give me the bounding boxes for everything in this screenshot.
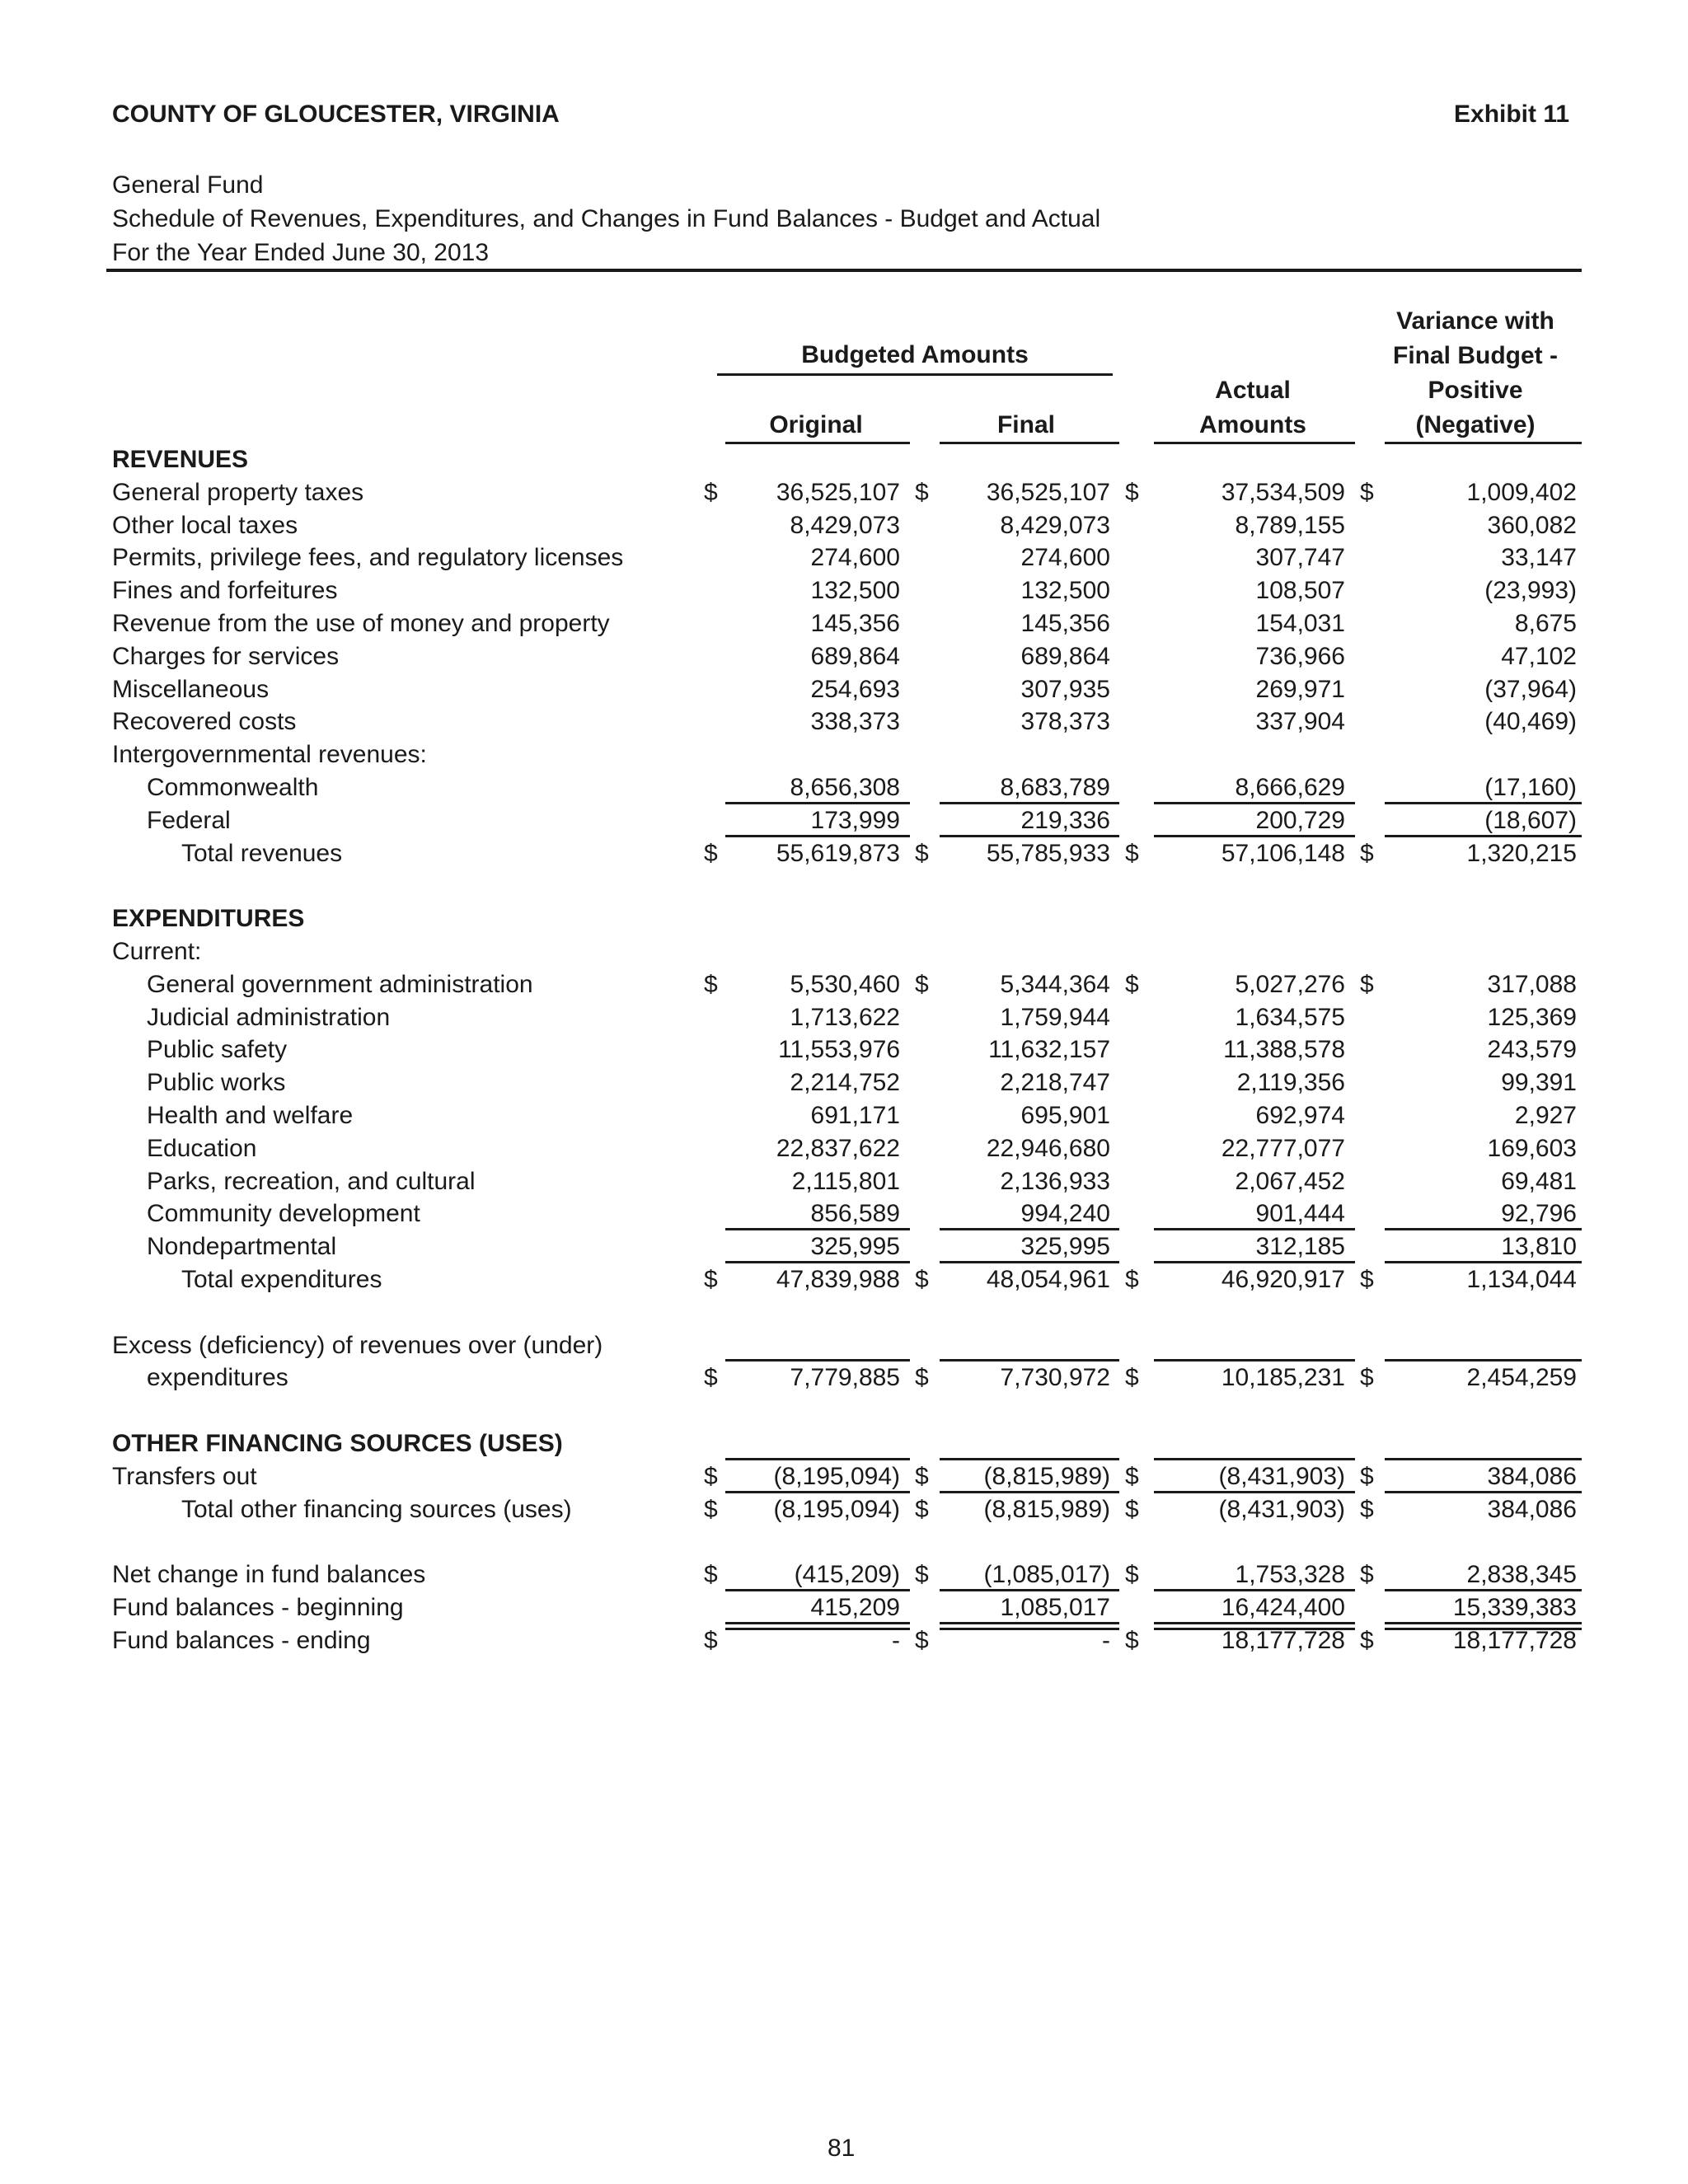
value-cell: 8,675 [1514, 610, 1577, 637]
value-cell: (8,815,989) [983, 1495, 1110, 1523]
value-cell: 16,424,400 [1221, 1594, 1345, 1621]
row-label: Fund balances - ending [112, 1626, 371, 1654]
currency-symbol: $ [1125, 478, 1139, 506]
value-cell: 55,619,873 [776, 839, 900, 867]
value-cell: 337,904 [1255, 708, 1345, 736]
value-cell: 108,507 [1255, 577, 1345, 605]
value-cell: 18,177,728 [1221, 1626, 1345, 1654]
table-row [0, 837, 1688, 870]
actual-header-line2: Amounts [1199, 411, 1306, 438]
table-row [0, 1001, 1688, 1034]
row-label: Fines and forfeitures [112, 577, 338, 605]
value-cell: 2,115,801 [791, 1167, 900, 1195]
row-label: Parks, recreation, and cultural [147, 1167, 476, 1195]
value-cell: 5,027,276 [1235, 970, 1345, 998]
currency-symbol: $ [1125, 1561, 1139, 1589]
value-cell: 8,666,629 [1235, 774, 1345, 801]
currency-symbol: $ [915, 1462, 929, 1490]
section-heading: EXPENDITURES [112, 905, 305, 933]
value-cell: 994,240 [1020, 1200, 1110, 1228]
value-cell: 22,837,622 [776, 1134, 900, 1162]
table-row [0, 607, 1688, 640]
value-cell: 145,356 [810, 610, 900, 637]
value-cell: 15,339,383 [1452, 1594, 1577, 1621]
table-row [0, 1591, 1688, 1624]
table-row [0, 673, 1688, 706]
value-cell: 254,693 [810, 675, 900, 703]
value-cell: 37,534,509 [1221, 478, 1345, 506]
section-heading-row [0, 443, 1688, 476]
value-cell: 325,995 [810, 1233, 900, 1261]
currency-symbol: $ [704, 1266, 718, 1293]
final-column-header: Final [996, 411, 1055, 438]
table-row [0, 1230, 1688, 1263]
statement-title: Schedule of Revenues, Expenditures, and Changes in Fund Balances - Budget and Actual [112, 205, 1101, 232]
value-cell: 274,600 [810, 544, 900, 572]
value-cell: (8,815,989) [983, 1462, 1110, 1490]
value-cell: 1,759,944 [1000, 1003, 1110, 1031]
value-cell: 8,429,073 [1000, 511, 1110, 539]
value-cell: 378,373 [1020, 708, 1110, 736]
value-cell: 1,134,044 [1466, 1266, 1577, 1293]
value-cell: 200,729 [1255, 806, 1345, 834]
row-label: expenditures [147, 1364, 288, 1392]
currency-symbol: $ [704, 1626, 718, 1654]
currency-symbol: $ [1360, 1462, 1374, 1490]
currency-symbol: $ [1360, 839, 1374, 867]
value-cell: 55,785,933 [986, 839, 1110, 867]
statement-period: For the Year Ended June 30, 2013 [112, 239, 490, 266]
value-cell: 92,796 [1501, 1200, 1577, 1228]
value-cell: (8,431,903) [1218, 1495, 1345, 1523]
value-cell: 99,391 [1501, 1069, 1577, 1097]
row-label: Charges for services [112, 642, 340, 670]
row-label: General property taxes [112, 478, 364, 506]
value-cell: 36,525,107 [986, 478, 1110, 506]
table-row [0, 1132, 1688, 1165]
value-cell: 1,753,328 [1235, 1561, 1345, 1589]
row-label: Current: [112, 938, 202, 965]
currency-symbol: $ [1125, 1495, 1139, 1523]
table-row [0, 1329, 1688, 1362]
currency-symbol: $ [1360, 1495, 1374, 1523]
value-cell: 69,481 [1501, 1167, 1577, 1195]
value-cell: 132,500 [1020, 577, 1110, 605]
value-cell: (1,085,017) [983, 1561, 1110, 1589]
row-label: Commonwealth [147, 774, 319, 801]
value-cell: (8,195,094) [773, 1495, 900, 1523]
page-number: 81 [828, 2135, 856, 2162]
value-cell: 154,031 [1255, 610, 1345, 637]
value-cell: (37,964) [1484, 675, 1577, 703]
variance-header-line3: Positive [1428, 377, 1523, 404]
currency-symbol: $ [915, 1495, 929, 1523]
value-cell: 901,444 [1255, 1200, 1345, 1228]
table-row [0, 1099, 1688, 1132]
row-label: Total revenues [181, 839, 343, 867]
row-label: Miscellaneous [112, 675, 270, 703]
table-row [0, 1066, 1688, 1099]
value-cell: 8,683,789 [1000, 774, 1110, 801]
value-cell: 325,995 [1020, 1233, 1110, 1261]
value-cell: 22,777,077 [1221, 1134, 1345, 1162]
value-cell: 2,214,752 [790, 1069, 900, 1097]
currency-symbol: $ [704, 970, 718, 998]
value-cell: 384,086 [1487, 1495, 1577, 1523]
currency-symbol: $ [704, 839, 718, 867]
spacer-row [0, 1296, 1688, 1329]
table-row [0, 1493, 1688, 1526]
currency-symbol: $ [915, 478, 929, 506]
entity-title: COUNTY OF GLOUCESTER, VIRGINIA [112, 101, 560, 128]
row-label: Total expenditures [181, 1266, 382, 1293]
value-cell: 7,779,885 [790, 1364, 900, 1392]
row-label: Fund balances - beginning [112, 1594, 404, 1621]
spacer-row [0, 1394, 1688, 1427]
table-row [0, 771, 1688, 804]
currency-symbol: $ [915, 970, 929, 998]
value-cell: 2,454,259 [1466, 1364, 1577, 1392]
value-cell: 2,218,747 [1000, 1069, 1110, 1097]
value-cell: (17,160) [1484, 774, 1577, 801]
table-row [0, 574, 1688, 607]
table-row [0, 738, 1688, 771]
value-cell: 269,971 [1255, 675, 1345, 703]
value-cell: 689,864 [1020, 642, 1110, 670]
value-cell: 10,185,231 [1221, 1364, 1345, 1392]
variance-header-line4: (Negative) [1415, 411, 1536, 438]
section-heading: REVENUES [112, 446, 249, 473]
currency-symbol: $ [1360, 1561, 1374, 1589]
value-cell: 317,088 [1487, 970, 1577, 998]
value-cell: 11,553,976 [778, 1036, 900, 1064]
row-label: Community development [147, 1200, 420, 1228]
value-cell: 173,999 [810, 806, 900, 834]
value-cell: (18,607) [1484, 806, 1577, 834]
exhibit-label: Exhibit 11 [1454, 101, 1570, 128]
currency-symbol: $ [915, 1561, 929, 1589]
currency-symbol: $ [704, 1364, 718, 1392]
section-heading-row [0, 1427, 1688, 1460]
row-label: Education [147, 1134, 257, 1162]
variance-header-line1: Variance with [1396, 307, 1554, 335]
currency-symbol: $ [1360, 478, 1374, 506]
currency-symbol: $ [1125, 1626, 1139, 1654]
value-cell: 689,864 [810, 642, 900, 670]
row-label: General government administration [147, 970, 533, 998]
value-cell: 695,901 [1020, 1102, 1110, 1129]
value-cell: 8,656,308 [790, 774, 900, 801]
value-cell: (23,993) [1484, 577, 1577, 605]
value-cell: 2,119,356 [1236, 1069, 1345, 1097]
original-column-header: Original [769, 411, 863, 438]
value-cell: 5,530,460 [790, 970, 900, 998]
value-cell: 46,920,917 [1221, 1266, 1345, 1293]
section-heading-row [0, 902, 1688, 935]
value-cell: 8,429,073 [790, 511, 900, 539]
value-cell: 415,209 [810, 1594, 900, 1621]
row-label: Transfers out [112, 1462, 257, 1490]
currency-symbol: $ [915, 1364, 929, 1392]
currency-symbol: $ [704, 478, 718, 506]
currency-symbol: $ [1125, 839, 1139, 867]
fund-name: General Fund [112, 171, 264, 199]
currency-symbol: $ [915, 839, 929, 867]
table-row [0, 968, 1688, 1001]
value-cell: 736,966 [1255, 642, 1345, 670]
variance-header-line2: Final Budget - [1393, 342, 1558, 369]
table-row [0, 509, 1688, 542]
value-cell: (40,469) [1484, 708, 1577, 736]
currency-symbol: $ [1125, 1266, 1139, 1293]
value-cell: (8,195,094) [773, 1462, 900, 1490]
row-label: Net change in fund balances [112, 1561, 426, 1589]
value-cell: 307,747 [1255, 544, 1345, 572]
value-cell: 169,603 [1487, 1134, 1577, 1162]
currency-symbol: $ [1125, 1462, 1139, 1490]
value-cell: 47,102 [1501, 642, 1577, 670]
table-row [0, 541, 1688, 574]
currency-symbol: $ [704, 1561, 718, 1589]
row-label: Federal [147, 806, 231, 834]
value-cell: 48,054,961 [986, 1266, 1110, 1293]
table-row [0, 935, 1688, 968]
row-label: Intergovernmental revenues: [112, 741, 427, 769]
value-cell: 384,086 [1487, 1462, 1577, 1490]
row-label: Recovered costs [112, 708, 297, 736]
value-cell: 243,579 [1487, 1036, 1577, 1064]
value-cell: 2,136,933 [1000, 1167, 1110, 1195]
value-cell: 219,336 [1020, 806, 1110, 834]
value-cell: 2,838,345 [1466, 1561, 1577, 1589]
row-label: Nondepartmental [147, 1233, 337, 1261]
value-cell: 11,632,157 [988, 1036, 1110, 1064]
value-cell: 57,106,148 [1221, 839, 1345, 867]
value-cell: 145,356 [1020, 610, 1110, 637]
value-cell: 18,177,728 [1452, 1626, 1577, 1654]
value-cell: - [1102, 1626, 1110, 1654]
value-cell: 132,500 [810, 577, 900, 605]
table-row [0, 804, 1688, 837]
value-cell: - [892, 1626, 900, 1654]
value-cell: 125,369 [1487, 1003, 1577, 1031]
row-label: Health and welfare [147, 1102, 354, 1129]
value-cell: 360,082 [1487, 511, 1577, 539]
value-cell: 307,935 [1020, 675, 1110, 703]
currency-symbol: $ [704, 1495, 718, 1523]
value-cell: 33,147 [1501, 544, 1577, 572]
table-row [0, 1197, 1688, 1230]
spacer-row [0, 1526, 1688, 1558]
value-cell: (415,209) [794, 1561, 900, 1589]
currency-symbol: $ [1125, 1364, 1139, 1392]
value-cell: 1,634,575 [1235, 1003, 1345, 1031]
table-row [0, 640, 1688, 673]
currency-symbol: $ [704, 1462, 718, 1490]
section-heading: OTHER FINANCING SOURCES (USES) [112, 1430, 563, 1457]
currency-symbol: $ [1360, 970, 1374, 998]
table-row [0, 1263, 1688, 1296]
currency-symbol: $ [915, 1266, 929, 1293]
currency-symbol: $ [1125, 970, 1139, 998]
table-row [0, 476, 1688, 509]
value-cell: 1,713,622 [790, 1003, 900, 1031]
budgeted-amounts-header: Budgeted Amounts [801, 341, 1029, 368]
header-rule [106, 269, 1582, 272]
currency-symbol: $ [1360, 1626, 1374, 1654]
row-label: Permits, privilege fees, and regulatory licenses [112, 544, 624, 572]
value-cell: 692,974 [1255, 1102, 1345, 1129]
value-cell: 2,927 [1514, 1102, 1577, 1129]
value-cell: 47,839,988 [776, 1266, 900, 1293]
value-cell: 1,320,215 [1466, 839, 1577, 867]
value-cell: 691,171 [810, 1102, 900, 1129]
table-row [0, 1460, 1688, 1493]
currency-symbol: $ [915, 1626, 929, 1654]
actual-header-line1: Actual [1215, 377, 1291, 404]
value-cell: 22,946,680 [986, 1134, 1110, 1162]
row-label: Total other financing sources (uses) [181, 1495, 572, 1523]
value-cell: 856,589 [810, 1200, 900, 1228]
value-cell: 11,388,578 [1223, 1036, 1345, 1064]
table-row [0, 705, 1688, 738]
value-cell: (8,431,903) [1218, 1462, 1345, 1490]
row-label: Revenue from the use of money and property [112, 610, 610, 637]
value-cell: 2,067,452 [1235, 1167, 1345, 1195]
value-cell: 13,810 [1501, 1233, 1577, 1261]
value-cell: 274,600 [1020, 544, 1110, 572]
row-label: Judicial administration [147, 1003, 391, 1031]
row-label: Excess (deficiency) of revenues over (under) [112, 1331, 603, 1359]
table-row [0, 1165, 1688, 1198]
value-cell: 36,525,107 [776, 478, 900, 506]
table-row [0, 1361, 1688, 1394]
row-label: Public safety [147, 1036, 288, 1064]
value-cell: 5,344,364 [1000, 970, 1110, 998]
value-cell: 1,009,402 [1466, 478, 1577, 506]
row-label: Other local taxes [112, 511, 298, 539]
spacer-row [0, 869, 1688, 902]
value-cell: 7,730,972 [1000, 1364, 1110, 1392]
row-label: Public works [147, 1069, 286, 1097]
currency-symbol: $ [1360, 1364, 1374, 1392]
value-cell: 8,789,155 [1235, 511, 1345, 539]
value-cell: 338,373 [810, 708, 900, 736]
table-row [0, 1558, 1688, 1591]
value-cell: 312,185 [1255, 1233, 1345, 1261]
table-row [0, 1033, 1688, 1066]
budgeted-amounts-underline [717, 373, 1113, 376]
value-cell: 1,085,017 [1000, 1594, 1110, 1621]
currency-symbol: $ [1360, 1266, 1374, 1293]
table-row [0, 1624, 1688, 1657]
